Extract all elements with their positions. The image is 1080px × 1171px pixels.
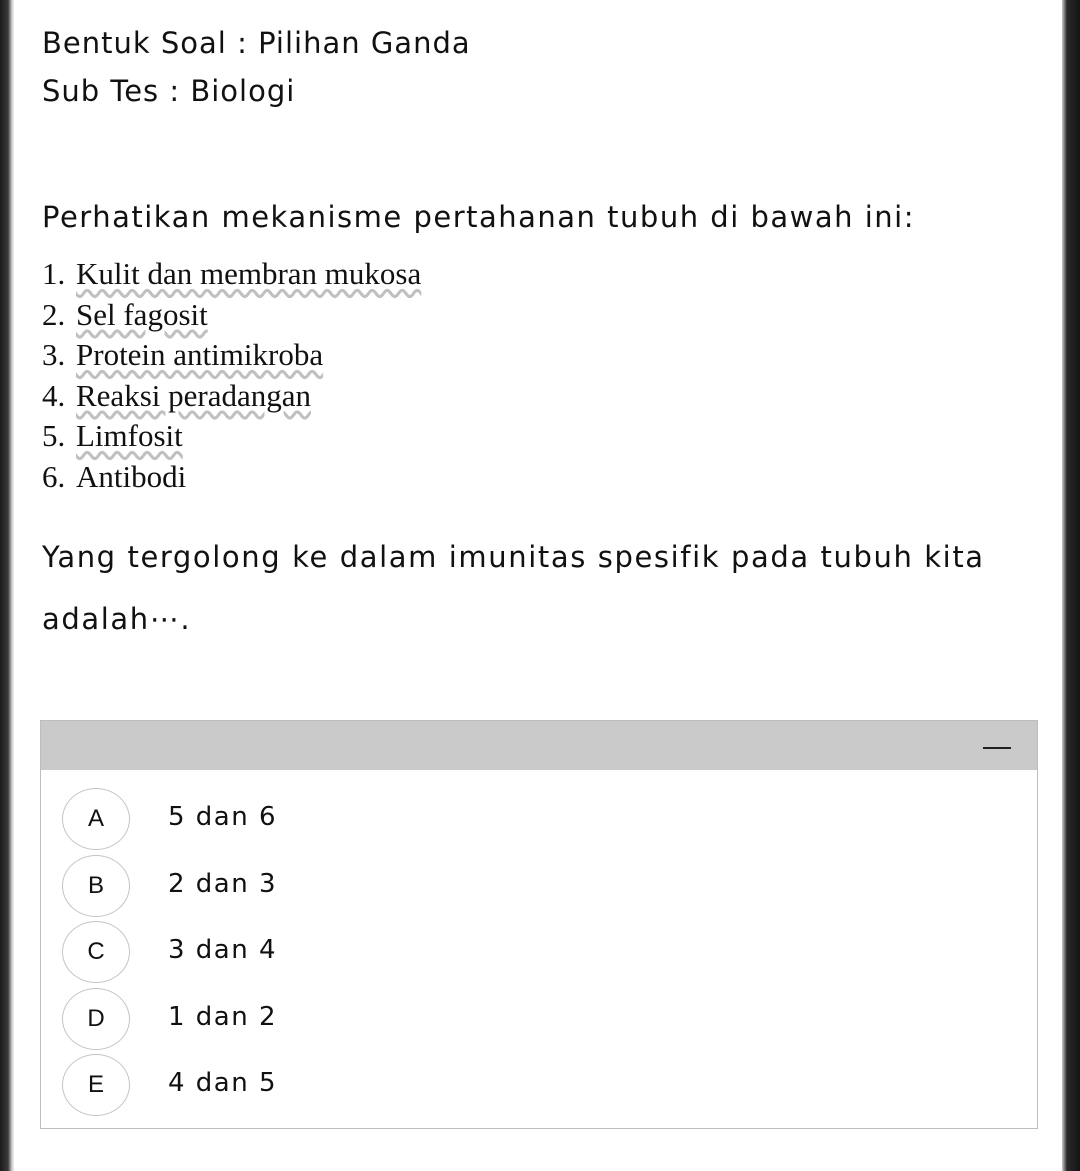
- question-type-label: Bentuk Soal : Pilihan Ganda: [42, 26, 471, 60]
- defense-mechanism-list: [42, 254, 421, 497]
- option-letter-badge[interactable]: B: [62, 855, 130, 917]
- option-text[interactable]: 2 dan 3: [168, 869, 278, 899]
- option-text[interactable]: 1 dan 2: [168, 1002, 278, 1032]
- list-item: [42, 295, 421, 336]
- question-prompt: Yang tergolong ke dalam imunitas spesifik pada tubuh kita adalah⋯.: [42, 540, 985, 636]
- list-item: [42, 335, 421, 376]
- list-item-number: 3.: [42, 337, 66, 372]
- list-item-text: Antibodi: [76, 458, 187, 494]
- list-item-number: 4.: [42, 377, 66, 413]
- option-text[interactable]: 5 dan 6: [168, 802, 278, 832]
- list-item: [42, 416, 421, 457]
- sub-test-label: Sub Tes : Biologi: [42, 74, 296, 108]
- list-item: [42, 376, 421, 417]
- list-item: [42, 254, 421, 295]
- answer-option-d[interactable]: [62, 988, 1002, 1050]
- list-item: [42, 457, 421, 498]
- question-intro: Perhatikan mekanisme pertahanan tubuh di bawah ini:: [42, 200, 916, 234]
- list-item-text: Kulit dan membran mukosa: [76, 256, 422, 291]
- option-letter-badge[interactable]: A: [62, 788, 130, 850]
- options-header-bar: [41, 721, 1037, 770]
- list-item-number: 6.: [42, 458, 66, 494]
- answer-options-panel: [40, 720, 1038, 1129]
- list-item-number: 5.: [42, 418, 66, 453]
- option-letter-badge[interactable]: C: [62, 921, 130, 983]
- list-item-text: Reaksi peradangan: [76, 377, 311, 413]
- list-item-text: Sel fagosit: [76, 296, 208, 332]
- answer-option-a[interactable]: [62, 788, 1002, 850]
- list-item-number: 1.: [42, 256, 66, 291]
- option-text[interactable]: 3 dan 4: [168, 935, 278, 965]
- answer-option-e[interactable]: [62, 1054, 1002, 1116]
- option-letter-badge[interactable]: D: [62, 988, 130, 1050]
- option-text[interactable]: 4 dan 5: [168, 1068, 278, 1098]
- screen-edge-left: [0, 0, 14, 1171]
- list-item-text: Protein antimikroba: [76, 337, 324, 372]
- answer-option-c[interactable]: [62, 921, 1002, 983]
- answer-option-b[interactable]: [62, 855, 1002, 917]
- screen-edge-right: [1062, 0, 1080, 1171]
- list-item-number: 2.: [42, 296, 66, 332]
- option-letter-badge[interactable]: E: [62, 1054, 130, 1116]
- list-item-text: Limfosit: [76, 418, 183, 453]
- minus-icon[interactable]: [983, 747, 1011, 749]
